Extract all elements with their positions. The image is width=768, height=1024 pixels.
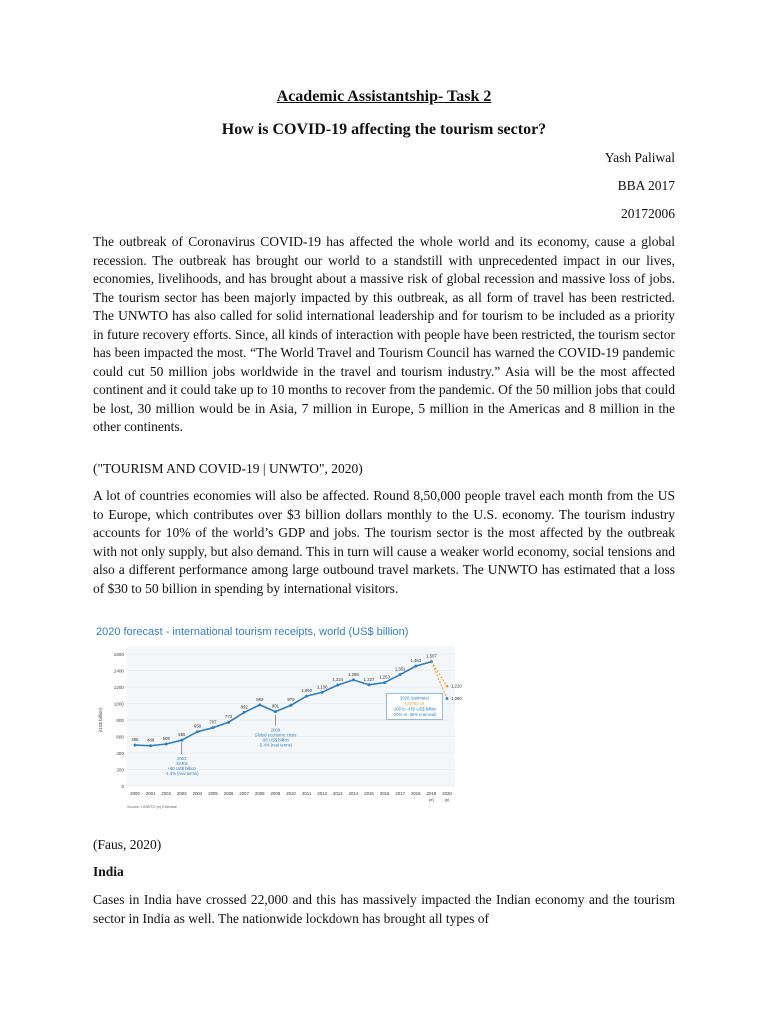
x-tick-label: 2006 xyxy=(223,791,234,796)
data-label: 1,227 xyxy=(363,676,375,682)
sars-annotation: -1.4% (real terms) xyxy=(165,771,199,777)
y-axis-label: (US$ billion) xyxy=(98,707,103,733)
paragraph-india: Cases in India have crossed 22,000 and this has massively impacted the Indian economy and the tourism sector in India as well. The nationwide lockdown has brought all types of xyxy=(93,892,675,926)
crisis-annotation: Global economic crisis xyxy=(254,732,297,738)
data-label: 509 xyxy=(162,736,170,742)
data-label: 892 xyxy=(240,704,248,710)
x-tick-label: 2013 xyxy=(333,791,343,796)
x-tick-label: 2010 xyxy=(286,791,296,796)
data-point xyxy=(212,726,215,729)
x-tick-label: 2011 xyxy=(301,791,312,796)
data-label: 1,136 xyxy=(316,684,328,690)
document-subtitle: How is COVID-19 affecting the tourism sector? xyxy=(221,121,547,138)
y-tick-label: 200 xyxy=(116,767,124,773)
x-tick-label: 2000 xyxy=(130,791,140,796)
x-tick-label: 2005 xyxy=(208,791,218,796)
program: BBA 2017 xyxy=(617,178,675,193)
y-tick-label: 800 xyxy=(116,718,124,723)
data-label: 555 xyxy=(178,732,186,738)
x-tick-label: 2002 xyxy=(161,791,171,796)
y-tick-label: 0 xyxy=(121,784,124,789)
crisis-annotation: 2009 xyxy=(270,727,281,733)
data-point xyxy=(383,681,386,684)
chart-source: Source: UNWTO (e) Estimate xyxy=(127,805,177,809)
data-point xyxy=(368,683,371,686)
x-tick-label: 2008 xyxy=(255,791,265,796)
covid-annotation: -300 to -450 US$ billion xyxy=(392,706,437,712)
data-point xyxy=(134,744,137,747)
projection-label: 1,060 xyxy=(451,696,462,702)
data-label: 901 xyxy=(271,703,279,709)
citation-faus: (Faus, 2020) xyxy=(93,837,162,852)
sars-annotation: SARS xyxy=(176,761,188,767)
data-point xyxy=(196,730,199,733)
data-point xyxy=(149,744,152,747)
x-tick-label: 2020 xyxy=(442,791,452,796)
data-label: 658 xyxy=(193,723,201,729)
x-tick-label: 2016 xyxy=(379,791,390,796)
roll-number: 20172006 xyxy=(621,206,675,221)
tourism-receipts-chart xyxy=(93,624,465,821)
data-label: 1,224 xyxy=(332,677,344,683)
y-tick-label: 1200 xyxy=(113,685,124,690)
data-point xyxy=(290,704,293,707)
data-label: 1,286 xyxy=(348,671,359,677)
projection-point xyxy=(446,697,449,700)
data-label: 1,090 xyxy=(301,688,312,694)
y-tick-label: 1000 xyxy=(113,701,124,707)
data-label: 983 xyxy=(256,696,264,702)
x-tick-label: 2001 xyxy=(145,791,156,796)
x-tick-label: 2015 xyxy=(364,791,374,796)
x-tick-label: 2017 xyxy=(395,791,405,796)
y-tick-label: 400 xyxy=(116,751,124,756)
covid-annotation: COVID-19 xyxy=(404,701,425,706)
data-label: 1,253 xyxy=(379,674,390,680)
x-tick-label: 2007 xyxy=(239,791,249,796)
paragraph-intro: The outbreak of Coronavirus COVID-19 has affected the whole world and its economy, cause a global recession. The outbreak has brought our world to a standstill with unprecedented impact in our lives, economies, livelihoods, and has brought about a massive risk of global recession and massive loss of jobs. The tourism sector has been majorly impacted by this outbreak, as all form of travel has been restricted. The UNWTO has also called for solid international leadership and for tourism to be included as a priority in future recovery efforts. Since, all kinds of interaction with people have been restricted, the tourism sector has been impacted the most. “The World Travel and Tourism Council has warned the COVID-19 pandemic could cut 50 million jobs worldwide in the travel and tourism industry.” Asia will be the most affected continent and it could take up to 10 months to recover from the pandemic. Of the 50 million jobs that could be lost, 30 million would be in Asia, 7 million in Europe, 5 million in the Americas and 8 million in the other continents. xyxy=(93,234,675,434)
x-tick-label: 2009 xyxy=(270,791,281,796)
data-label: 707 xyxy=(209,719,217,725)
data-point xyxy=(305,695,308,698)
data-label: 1,507 xyxy=(426,653,437,659)
sars-annotation: +60 US$ billion xyxy=(167,766,196,772)
author-name: Yash Paliwal xyxy=(604,150,675,165)
data-label: 488 xyxy=(147,737,155,743)
data-point xyxy=(180,739,183,742)
projection-point xyxy=(446,685,449,688)
data-label: 773 xyxy=(225,714,233,720)
crisis-annotation: -5.4% (real terms) xyxy=(258,742,293,748)
x-tick-label: 2012 xyxy=(317,791,327,796)
x-tick-label: 2018 xyxy=(411,791,421,796)
data-point xyxy=(399,673,402,676)
data-point xyxy=(336,684,339,687)
data-point xyxy=(227,721,230,724)
chart-title: 2020 forecast - international tourism receipts, world (US$ billion) xyxy=(96,626,409,638)
x-tick-label: 2004 xyxy=(192,791,203,796)
crisis-annotation: -90 US$ billion xyxy=(261,737,290,743)
projection-label: 1,210 xyxy=(451,683,462,689)
document-title: Academic Assistantship- Task 2 xyxy=(276,88,492,105)
x-tick-label: 2019 xyxy=(426,791,437,796)
y-tick-label: 600 xyxy=(116,734,124,740)
y-tick-label: 1400 xyxy=(113,668,124,674)
covid-annotation: -20% to -30% (nominal) xyxy=(392,712,437,717)
x-tick-sublabel: (e) xyxy=(428,797,434,802)
data-point xyxy=(165,743,168,746)
data-point xyxy=(258,703,261,706)
sars-annotation: 2003 xyxy=(177,756,187,762)
data-point xyxy=(274,710,277,713)
data-point xyxy=(352,678,355,681)
citation-unwto: ("TOURISM AND COVID-19 | UNWTO", 2020) xyxy=(93,461,363,476)
data-point xyxy=(243,711,246,714)
paragraph-economies: A lot of countries economies will also be affected. Round 8,50,000 people travel each month from the US to Europe, which contributes over $3 billion dollars monthly to the U.S. economy. The tourism industry accounts for 10% of the world’s GDP and jobs. The tourism sector is the most affected by the outbreak with not only supply, but also demand. This in turn will cause a weaker world economy, social tensions and also a different performance among large outbound travel markets. The UNWTO has estimated that a loss of $30 to 50 billion in spending by international visitors. xyxy=(93,488,675,596)
x-tick-sublabel: (p) xyxy=(444,797,450,802)
data-label: 496 xyxy=(131,737,139,743)
data-point xyxy=(414,665,417,668)
x-tick-label: 2003 xyxy=(177,791,187,796)
x-tick-label: 2014 xyxy=(348,791,359,796)
data-label: 979 xyxy=(287,697,295,703)
data-label: 1,351 xyxy=(394,666,406,672)
covid-annotation: 2020 (estimate) xyxy=(400,695,430,701)
heading-india: India xyxy=(93,864,124,879)
data-point xyxy=(321,691,324,694)
chart-svg xyxy=(93,624,465,821)
y-tick-label: 1600 xyxy=(113,652,124,657)
data-label: 1,453 xyxy=(410,658,422,664)
